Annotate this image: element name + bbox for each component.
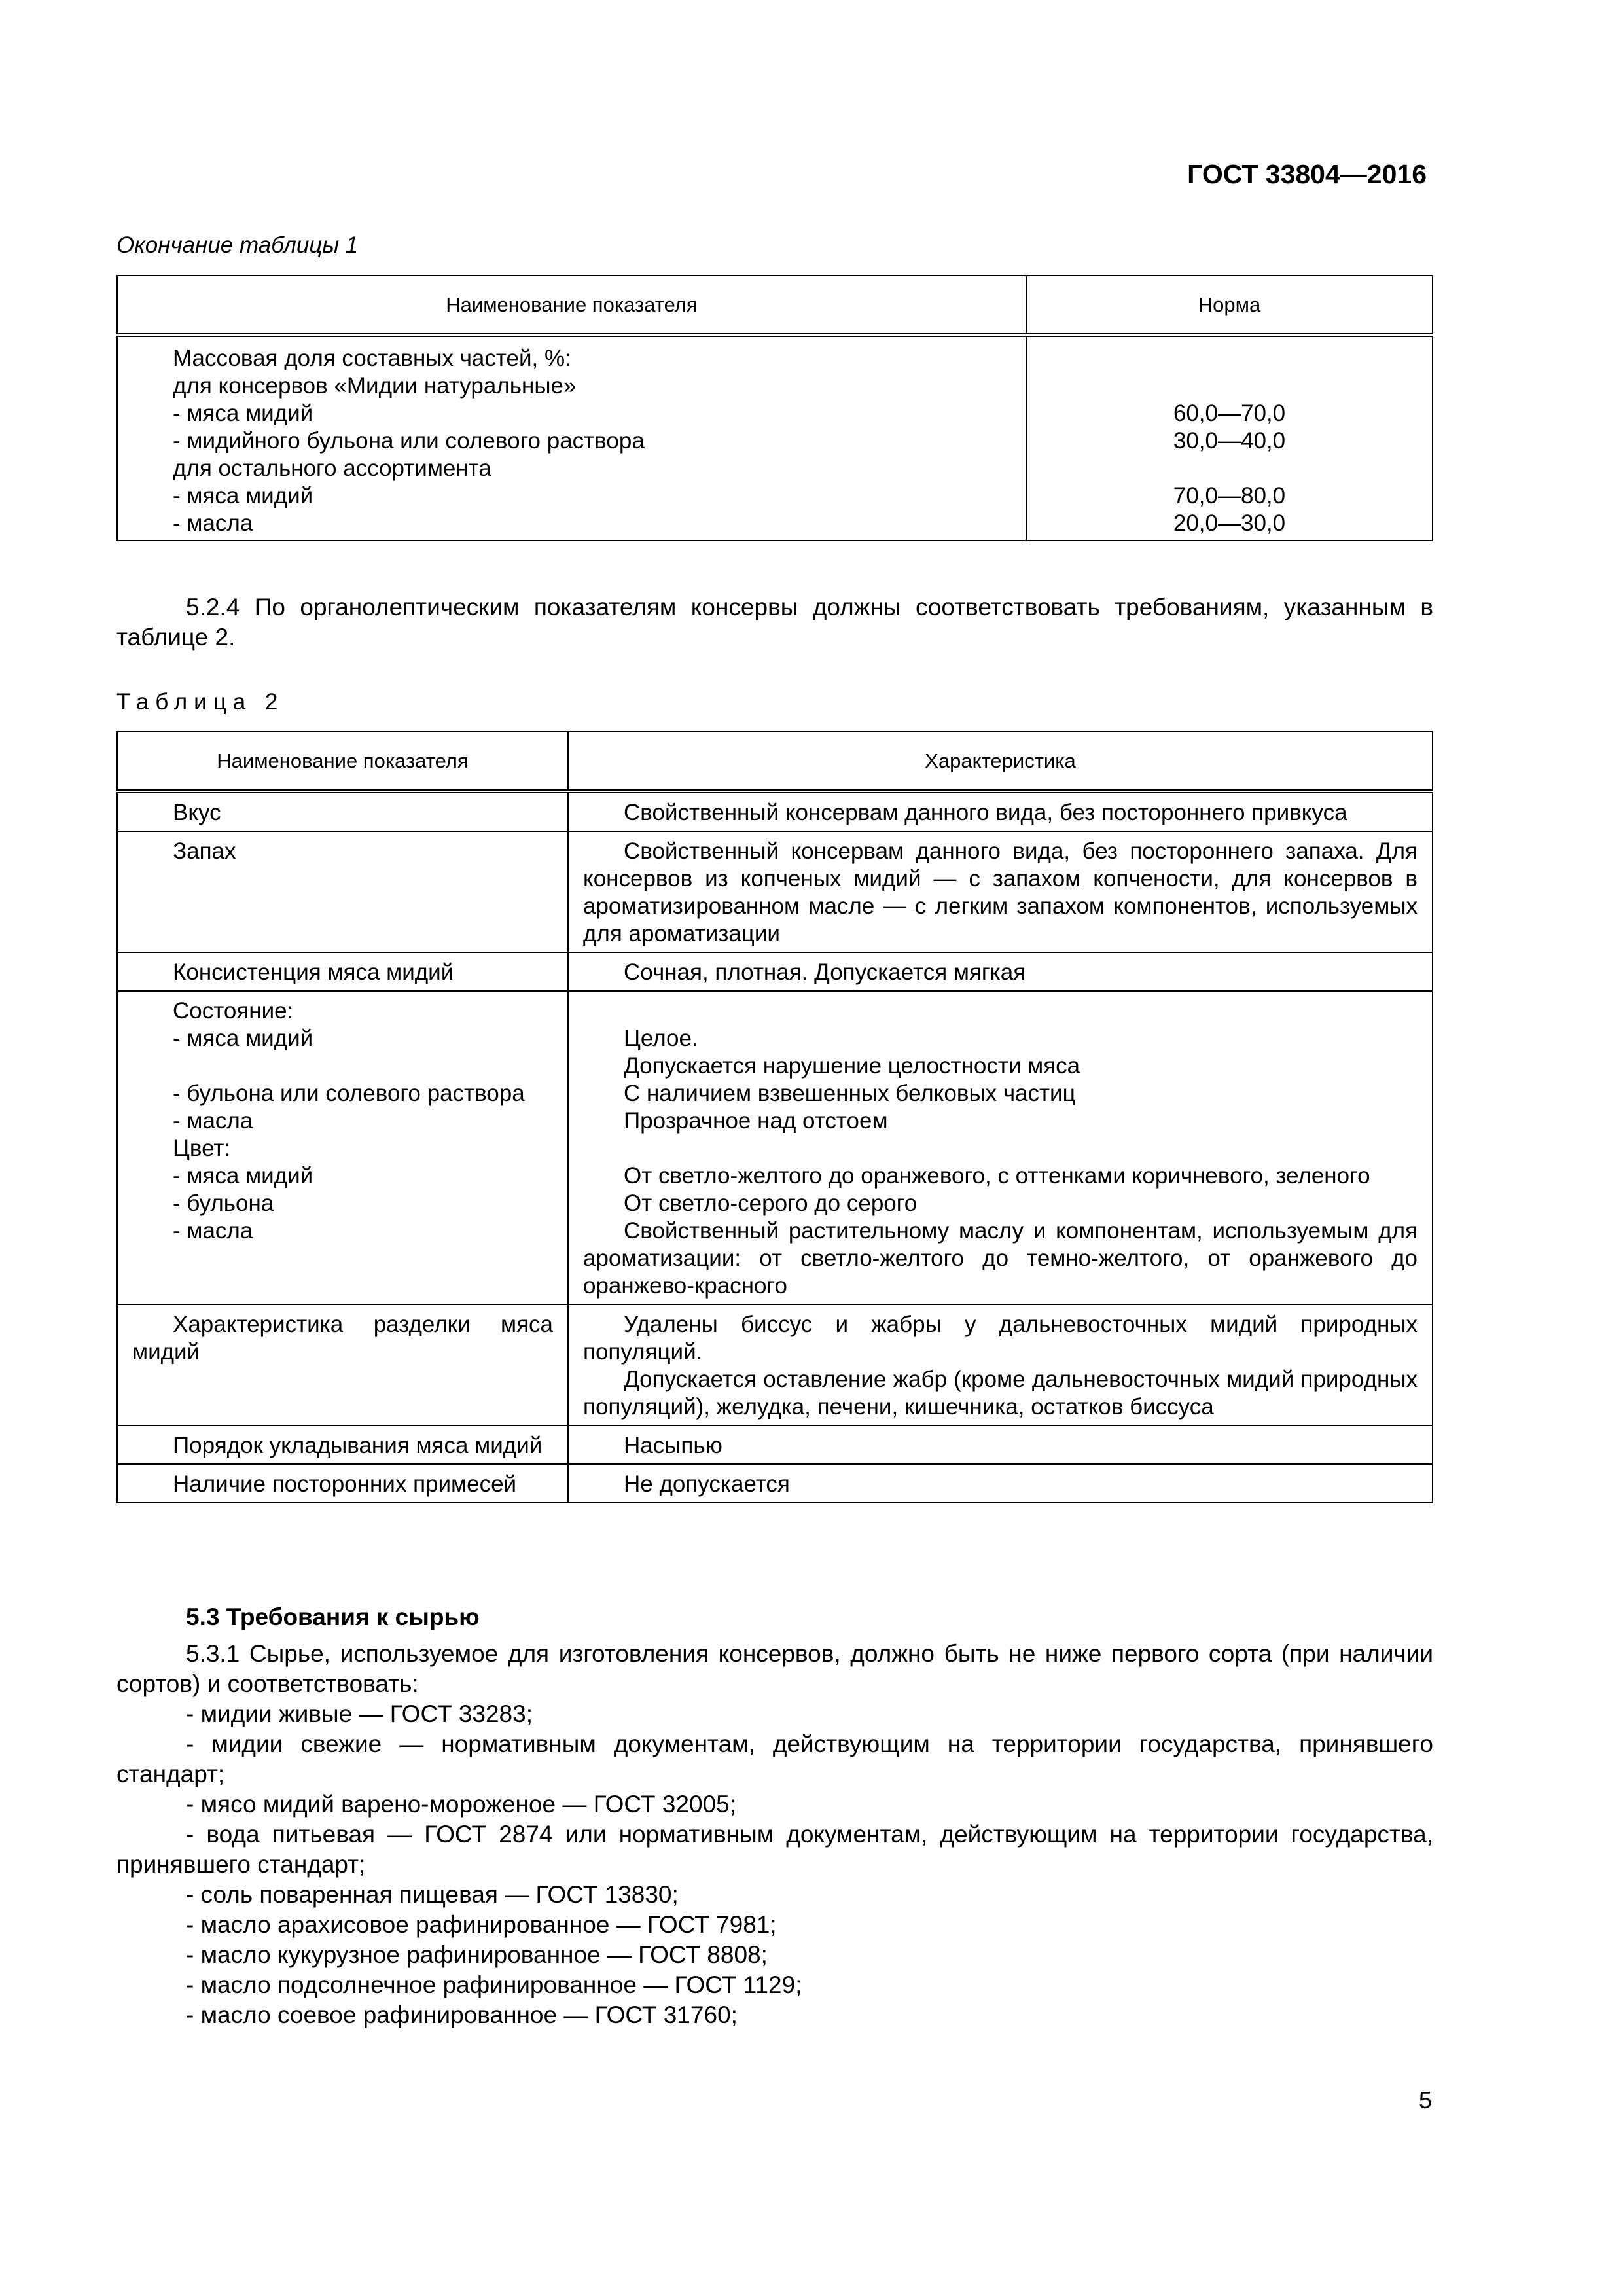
- table2-desc-cell: [568, 952, 1433, 991]
- table2-desc-text: Не допускается: [624, 1471, 790, 1497]
- table1-name-line: для остального ассортимента: [173, 456, 491, 481]
- table1-norm-line: [1041, 455, 1418, 482]
- table1-norm-line: 70,0—80,0: [1173, 483, 1286, 509]
- table1-norm-line: 20,0—30,0: [1173, 511, 1286, 536]
- table-row: [117, 791, 1433, 831]
- table1-norm-line: 30,0—40,0: [1173, 428, 1286, 454]
- table2-desc-text: Сочная, плотная. Допускается мягкая: [624, 960, 1026, 985]
- table2-name-cell: [117, 1464, 568, 1503]
- table2-name-line: - бульона: [173, 1191, 274, 1216]
- table2-desc-text: Удалены биссус и жабры у дальневосточных мидий природных популяций.: [583, 1312, 1418, 1365]
- section-5-3-list-item: - соль поваренная пищевая — ГОСТ 13830;: [186, 1881, 679, 1908]
- section-5-3-list-item: - мидии свежие — нормативным документам, действующим на территории государства, принявшего стандарт;: [116, 1731, 1433, 1787]
- table2-desc-line: С наличием взвешенных белковых частиц: [624, 1081, 1076, 1106]
- section-5-3-list-item: - вода питьевая — ГОСТ 2874 или нормативным документам, действующим на территории государства, принявшего стандарт;: [116, 1821, 1433, 1878]
- table1: [116, 275, 1433, 541]
- table2-desc-cell: [568, 1464, 1433, 1503]
- table2-name-cell: [117, 791, 568, 831]
- table2-desc-cell: [568, 831, 1433, 952]
- table1-header-row: [117, 276, 1433, 335]
- table2-name-line: - мяса мидий: [173, 1026, 313, 1051]
- table1-name-line: - мяса мидий: [173, 401, 313, 426]
- section-5-3-list-item: - масло кукурузное рафинированное — ГОСТ 8808;: [186, 1941, 768, 1968]
- table2-desc-gap: [583, 997, 1418, 1025]
- table2-name-cell: [117, 1304, 568, 1426]
- table1-name-line: - мяса мидий: [173, 483, 313, 509]
- table2-name-text: Наличие посторонних примесей: [173, 1471, 517, 1497]
- table1-name-line: для консервов «Мидии натуральные»: [173, 373, 577, 399]
- table2-name-text: Запах: [173, 838, 236, 864]
- table-row: [117, 952, 1433, 991]
- table1-norm-line: [1041, 345, 1418, 372]
- document-number: ГОСТ 33804—2016: [1187, 159, 1427, 189]
- table2-name-cell: [117, 831, 568, 952]
- table2-name-line: - масла: [173, 1218, 253, 1244]
- table-row: [117, 1464, 1433, 1503]
- table2-desc-line: Прозрачное над отстоем: [624, 1108, 888, 1134]
- section-5-3-list-item: - масло арахисовое рафинированное — ГОСТ 7981;: [186, 1911, 777, 1938]
- table2-desc-text: Свойственный консервам данного вида, без постороннего запаха. Для консервов из копченых мидий — с запахом копчености, для консервов в ароматизированном масле — с легким запахом компонентов, используемых для ароматизации: [583, 838, 1418, 946]
- table1-norm-line: 60,0—70,0: [1173, 401, 1286, 426]
- table2-name-cell: [117, 952, 568, 991]
- table1-header-name: Наименование показателя: [117, 276, 1026, 335]
- section-5-3-list-item: - масло соевое рафинированное — ГОСТ 31760;: [186, 2001, 738, 2028]
- table2-name-text: Порядок укладывания мяса мидий: [173, 1433, 543, 1458]
- table2-name-gap: [132, 1052, 553, 1080]
- table1-name-cell: [117, 335, 1026, 541]
- table2-desc-text: Свойственный консервам данного вида, без постороннего привкуса: [624, 800, 1347, 825]
- table-row: [117, 1426, 1433, 1464]
- table2-desc-line: От светло-серого до серого: [624, 1191, 918, 1216]
- table2-name-line: - мяса мидий: [173, 1163, 313, 1189]
- table2-desc-line: От светло-желтого до оранжевого, с оттенками коричневого, зеленого: [624, 1163, 1370, 1189]
- table-row: [117, 335, 1433, 541]
- table2-name-text: Вкус: [173, 800, 221, 825]
- table-row: [117, 1304, 1433, 1426]
- table2: [116, 731, 1433, 1503]
- table2-desc-line: Целое.: [624, 1026, 698, 1051]
- table2-desc-cell: [568, 1304, 1433, 1426]
- table2-name-cell: [117, 991, 568, 1304]
- section-5-3-paragraph: 5.3.1 Сырье, используемое для изготовления консервов, должно быть не ниже первого сорта (при наличии сортов) и соответствовать:: [116, 1640, 1433, 1697]
- table2-header-row: [117, 732, 1433, 791]
- table2-desc-line: Свойственный растительному маслу и компонентам, используемым для ароматизации: от светло-желтого до темно-желтого, от оранжевого до оранжево-красного: [583, 1218, 1418, 1299]
- table2-desc-line: Допускается нарушение целостности мяса: [624, 1053, 1080, 1079]
- table2-desc-gap: [583, 1135, 1418, 1162]
- table1-name-line: - масла: [173, 511, 253, 536]
- table2-name-text: Консистенция мяса мидий: [173, 960, 454, 985]
- table2-desc-text: Насыпью: [624, 1433, 722, 1458]
- table2-name-cell: [117, 1426, 568, 1464]
- table1-caption: Окончание таблицы 1: [116, 232, 359, 258]
- table2-caption: Таблица 2: [116, 689, 285, 715]
- section-5-3-list-item: - мидии живые — ГОСТ 33283;: [186, 1700, 533, 1727]
- section-5-3-list-item: - мясо мидий варено-мороженое — ГОСТ 32005;: [186, 1791, 736, 1818]
- paragraph-5-2-4: 5.2.4 По органолептическим показателям консервы должны соответствовать требованиям, указанным в таблице 2.: [116, 594, 1433, 651]
- table1-norm-line: [1041, 372, 1418, 400]
- paragraph-5-2-4-block: [116, 592, 1433, 653]
- table2-header-characteristic: Характеристика: [568, 732, 1433, 791]
- table2-name-line: - масла: [173, 1108, 253, 1134]
- table2-header-name: Наименование показателя: [117, 732, 568, 791]
- table2-name-text: Характеристика разделки мяса мидий: [132, 1312, 553, 1365]
- table2-desc-text: Допускается оставление жабр (кроме дальневосточных мидий природных популяций), желудка, печени, кишечника, остатков биссуса: [583, 1367, 1418, 1420]
- page-number: 5: [1419, 2087, 1433, 2113]
- table2-name-line: Состояние:: [173, 998, 294, 1024]
- table1-header-norm: Норма: [1026, 276, 1433, 335]
- table1-name-line: - мидийного бульона или солевого раствора: [173, 428, 645, 454]
- table2-name-line: Цвет:: [173, 1136, 231, 1161]
- table2-desc-cell: [568, 791, 1433, 831]
- table1-norm-cell: [1026, 335, 1433, 541]
- table-row: [117, 991, 1433, 1304]
- section-5-3-list-item: - масло подсолнечное рафинированное — ГОСТ 1129;: [186, 1971, 802, 1998]
- section-5-3-heading: 5.3 Требования к сырью: [186, 1604, 480, 1630]
- table2-desc-cell: [568, 1426, 1433, 1464]
- table2-desc-cell: [568, 991, 1433, 1304]
- table-row: [117, 831, 1433, 952]
- table2-name-line: - бульона или солевого раствора: [173, 1081, 525, 1106]
- section-5-3: [116, 1602, 1433, 2030]
- table1-name-line: Массовая доля составных частей, %:: [173, 346, 571, 371]
